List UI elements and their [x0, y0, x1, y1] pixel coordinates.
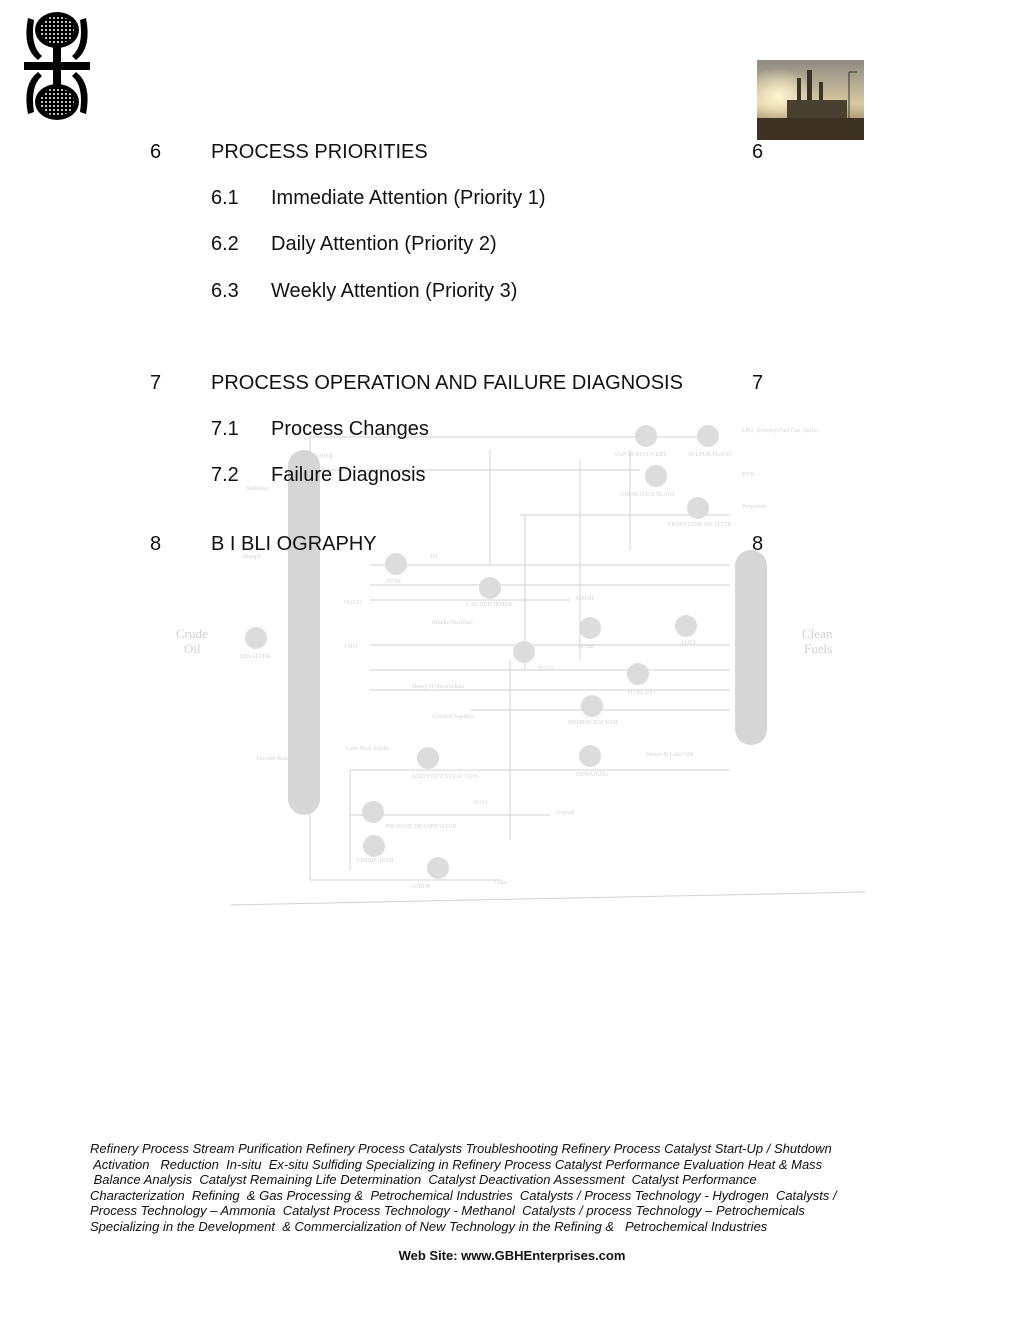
unit-label: ALKY	[680, 640, 697, 646]
stream-label: H2	[430, 554, 438, 560]
subsection-title: Daily Attention (Priority 2)	[271, 233, 497, 255]
stream-label: Coke	[494, 880, 507, 886]
section-number: 7	[150, 372, 162, 394]
unit-label: H2 PLANT	[628, 690, 657, 696]
stream-label: Cracked Naphtha	[432, 714, 474, 720]
subsection-title: Weekly Attention (Priority 3)	[271, 280, 518, 302]
stream-label: VHO	[344, 644, 357, 650]
subsection-number: 7.2	[211, 464, 239, 486]
refinery-photo	[757, 60, 864, 140]
stream-label: LPG, Refinery Fuel Gas, Sulfur	[742, 428, 819, 434]
unit-label: DEWAXING	[576, 772, 609, 778]
footer-line: Process Technology – Ammonia Catalyst Process Technology - Methanol Catalysts / process Technology – Petrochemicals	[90, 1203, 805, 1219]
refinery-flow-diagram	[170, 420, 870, 910]
stream-label: Vacuum Residue	[256, 756, 297, 762]
stream-label: Middle Distillate	[432, 620, 473, 626]
stream-label: MEOH	[576, 596, 594, 602]
section-title: B I BLI OGRAPHY	[211, 533, 377, 555]
section-number: 6	[150, 141, 162, 163]
footer-line: Characterization Refining & Gas Processing & Petrochemical Industries Catalysts / Process Technology - Hydrogen Catalysts /	[90, 1187, 837, 1203]
unit-label: CRUDE TOWER	[290, 454, 333, 460]
diagram-left-label-2: Oil	[184, 641, 201, 656]
section-page: 7	[752, 372, 764, 394]
footer-description	[90, 1141, 880, 1235]
footer-line: Specializing in the Development & Commercialization of New Technology in the Refining & Petrochemical Industries	[90, 1218, 768, 1234]
stream-label: Asphalt	[556, 810, 575, 816]
section-page: 6	[752, 141, 764, 163]
stream-label: BTX	[742, 472, 754, 478]
unit-label: PROPYLENE SPLITTER	[668, 522, 732, 528]
subsection-number: 6.2	[211, 233, 239, 255]
diagram-right-label-2: Fuels	[804, 641, 833, 656]
website-link[interactable]: Web Site: www.GBHEnterprises.com	[398, 1248, 626, 1263]
stream-label: Waxes & Lube Oils	[646, 752, 694, 758]
diagram-right-label-1: Clean	[802, 626, 833, 641]
subsection-title: Immediate Attention (Priority 1)	[271, 187, 546, 209]
subsection-number: 6.3	[211, 280, 239, 302]
stream-label: HAGO	[344, 600, 362, 606]
subsection-number: 6.1	[211, 187, 239, 209]
stream-label: Heavy Hydrocrackate	[412, 684, 465, 690]
unit-label: CAT. REFORMER	[466, 602, 513, 608]
footer-line: Activation Reduction In-situ Ex-situ Sulfiding Specializing in Refinery Process Catalyst Performance Evaluation Heat & Mass	[90, 1156, 823, 1172]
unit-label: PROPANE DEASPHALTER	[386, 824, 457, 830]
subsection-number: 7.1	[211, 418, 239, 440]
unit-label: SULFUR PLANT	[688, 452, 732, 458]
unit-label: MTBE	[578, 644, 595, 650]
unit-label: VISBREAKER	[356, 858, 394, 864]
unit-label: HYDROCRACKER	[568, 720, 618, 726]
footer-line: Balance Analysis Catalyst Remaining Life Determination Catalyst Deactivation Assessment Catalyst Performance	[90, 1172, 757, 1188]
footer-line: Refinery Process Stream Purification Refinery Process Catalysts Troubleshooting Refinery Process Catalyst Start-Up / Shutdown	[90, 1141, 832, 1156]
unit-label: VAPOR RECOVERY	[614, 452, 668, 458]
section-title: PROCESS OPERATION AND FAILURE DIAGNOSIS	[211, 372, 683, 394]
subsection-title: Failure Diagnosis	[271, 464, 426, 486]
unit-label: DESALTER	[240, 654, 271, 660]
stream-label: Lube Base Stocks	[346, 746, 389, 752]
stream-label: Stabilizer	[246, 486, 269, 492]
unit-label: FCCU	[538, 666, 554, 672]
unit-label: COKER	[410, 884, 431, 890]
unit-label: AROMATICS PLANT	[620, 492, 676, 498]
stream-label: Propylene	[742, 504, 767, 510]
section-number: 8	[150, 533, 162, 555]
stream-label: DAO	[474, 800, 487, 806]
stream-label: Straight	[242, 554, 261, 560]
diagram-left-label-1: Crude	[176, 626, 208, 641]
section-title: PROCESS PRIORITIES	[211, 141, 428, 163]
unit-label: SOLVENT EXTRACTION	[412, 774, 479, 780]
company-logo	[20, 8, 94, 124]
section-page: 8	[752, 533, 764, 555]
unit-label: ISOM	[386, 579, 402, 585]
subsection-title: Process Changes	[271, 418, 429, 440]
